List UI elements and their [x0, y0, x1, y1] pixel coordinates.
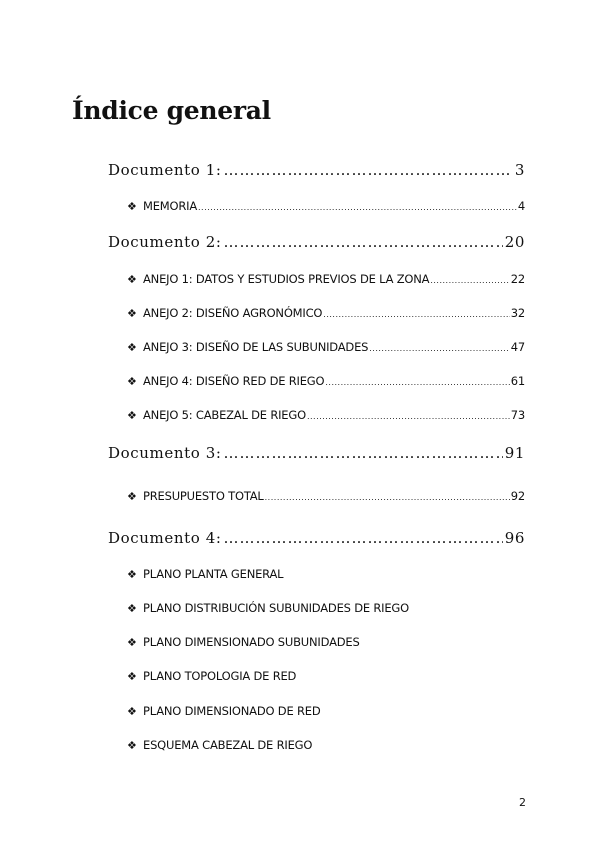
toc-section-documento-2[interactable]	[108, 233, 525, 251]
toc-section-documento-1[interactable]	[108, 161, 525, 179]
toc-item-plano-dimensionado-subunidades[interactable]	[127, 635, 525, 649]
toc-item-presupuesto-total[interactable]	[127, 489, 525, 503]
toc-section-label: Documento 2:	[108, 233, 222, 251]
toc-item-page: 73	[510, 408, 525, 422]
toc-item-label: ESQUEMA CABEZAL DE RIEGO	[143, 738, 313, 752]
toc-item-page: 22	[510, 272, 525, 286]
diamond-bullet-icon: ❖	[127, 409, 137, 422]
toc-leader-dots	[265, 493, 510, 502]
toc-item-plano-planta-general[interactable]	[127, 567, 525, 581]
page-number: 2	[519, 796, 526, 809]
toc-item-label: ANEJO 1: DATOS Y ESTUDIOS PREVIOS DE LA ZONA	[143, 272, 430, 286]
toc-section-page: 20	[504, 233, 525, 251]
toc-section-label: Documento 3:	[108, 444, 222, 462]
toc-section-label: Documento 1:	[108, 161, 222, 179]
toc-item-label: MEMORIA	[143, 199, 198, 213]
toc-leader-dots	[224, 233, 503, 251]
page-title: Índice general	[72, 96, 271, 125]
toc-leader-dots	[369, 344, 510, 353]
toc-section-documento-3[interactable]	[108, 444, 525, 462]
toc-section-page: 3	[514, 161, 525, 179]
toc-leader-dots	[224, 161, 513, 179]
toc-item-label: ANEJO 3: DISEÑO DE LAS SUBUNIDADES	[143, 340, 369, 354]
diamond-bullet-icon: ❖	[127, 200, 137, 213]
diamond-bullet-icon: ❖	[127, 375, 137, 388]
diamond-bullet-icon: ❖	[127, 602, 137, 615]
diamond-bullet-icon: ❖	[127, 636, 137, 649]
toc-item-label: PLANO DISTRIBUCIÓN SUBUNIDADES DE RIEGO	[143, 601, 409, 615]
toc-item-label: PRESUPUESTO TOTAL	[143, 489, 264, 503]
diamond-bullet-icon: ❖	[127, 705, 137, 718]
toc-item-plano-distribucion-subunidades[interactable]	[127, 601, 525, 615]
toc-section-label: Documento 4:	[108, 529, 222, 547]
toc-item-esquema-cabezal-de-riego[interactable]	[127, 738, 525, 752]
toc-item-plano-topologia-de-red[interactable]	[127, 669, 525, 683]
toc-item-anejo-2[interactable]	[127, 306, 525, 320]
toc-item-memoria[interactable]	[127, 199, 525, 213]
toc-item-label: PLANO DIMENSIONADO SUBUNIDADES	[143, 635, 360, 649]
toc-item-page: 4	[517, 199, 525, 213]
diamond-bullet-icon: ❖	[127, 739, 137, 752]
toc-section-page: 96	[504, 529, 525, 547]
toc-item-page: 92	[510, 489, 525, 503]
diamond-bullet-icon: ❖	[127, 670, 137, 683]
toc-leader-dots	[224, 529, 503, 547]
toc-item-label: ANEJO 5: CABEZAL DE RIEGO	[143, 408, 306, 422]
toc-item-label: PLANO TOPOLOGIA DE RED	[143, 669, 297, 683]
toc-item-page: 47	[510, 340, 525, 354]
toc-item-anejo-1[interactable]	[127, 272, 525, 286]
toc-item-plano-dimensionado-de-red[interactable]	[127, 704, 525, 718]
toc-item-page: 32	[510, 306, 525, 320]
diamond-bullet-icon: ❖	[127, 568, 137, 581]
toc-item-label: PLANO PLANTA GENERAL	[143, 567, 284, 581]
toc-leader-dots	[325, 378, 509, 387]
toc-leader-dots	[323, 310, 509, 319]
toc-leader-dots	[430, 276, 509, 285]
toc-item-label: ANEJO 2: DISEÑO AGRONÓMICO	[143, 306, 323, 320]
toc-leader-dots	[198, 203, 517, 212]
diamond-bullet-icon: ❖	[127, 273, 137, 286]
toc-leader-dots	[307, 412, 510, 421]
toc-item-label: ANEJO 4: DISEÑO RED DE RIEGO	[143, 374, 325, 388]
toc-section-documento-4[interactable]	[108, 529, 525, 547]
toc-item-label: PLANO DIMENSIONADO DE RED	[143, 704, 321, 718]
diamond-bullet-icon: ❖	[127, 341, 137, 354]
diamond-bullet-icon: ❖	[127, 490, 137, 503]
toc-item-page: 61	[510, 374, 525, 388]
diamond-bullet-icon: ❖	[127, 307, 137, 320]
toc-section-page: 91	[504, 444, 525, 462]
toc-item-anejo-3[interactable]	[127, 340, 525, 354]
toc-leader-dots	[224, 444, 503, 462]
toc-item-anejo-5[interactable]	[127, 408, 525, 422]
toc-item-anejo-4[interactable]	[127, 374, 525, 388]
